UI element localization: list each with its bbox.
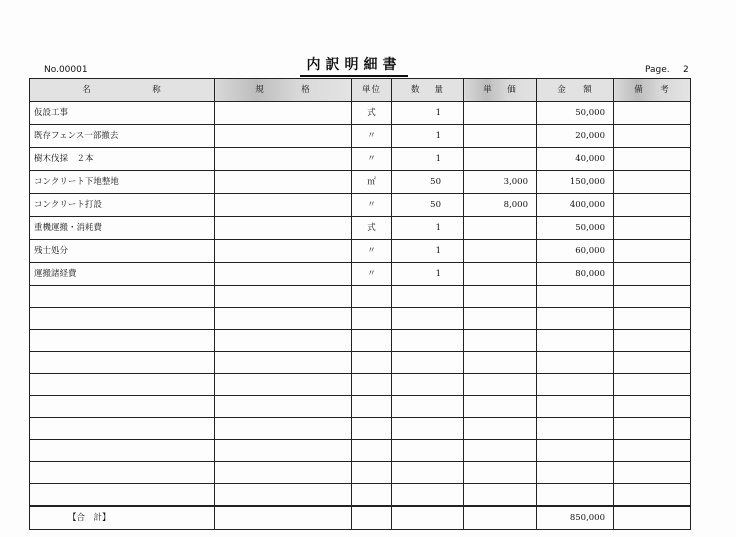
cell-qty: 1 xyxy=(392,125,464,148)
cell-spec xyxy=(215,125,352,148)
table-row xyxy=(30,194,691,217)
cell-note xyxy=(614,440,691,462)
cell-spec xyxy=(215,286,352,308)
cell-qty xyxy=(392,484,464,506)
cell-name: 樹木伐採 ２本 xyxy=(30,148,215,171)
cell-note xyxy=(614,240,691,263)
table-row xyxy=(30,330,691,352)
table-row xyxy=(30,308,691,330)
cell-amount: 20,000 xyxy=(537,125,614,148)
cell-note xyxy=(614,418,691,440)
cell-spec xyxy=(215,440,352,462)
total-row xyxy=(30,506,691,530)
cell-qty: 1 xyxy=(392,263,464,286)
cell-name xyxy=(30,418,215,440)
cell-price xyxy=(464,263,537,286)
cell-unit xyxy=(352,484,392,506)
cell-qty xyxy=(392,418,464,440)
cell-name: コンクリート打設 xyxy=(30,194,215,217)
cell-unit xyxy=(352,396,392,418)
cell-note xyxy=(614,374,691,396)
cell-price xyxy=(464,102,537,125)
cell-unit: 〃 xyxy=(352,263,392,286)
cell-qty xyxy=(392,352,464,374)
cell-amount: 50,000 xyxy=(537,102,614,125)
cell-qty xyxy=(392,308,464,330)
cell-amount: 50,000 xyxy=(537,217,614,240)
cell-note xyxy=(614,148,691,171)
col-header-name: 名 称 xyxy=(30,79,215,102)
cell-note xyxy=(614,286,691,308)
cell-note xyxy=(614,330,691,352)
page-number: 2 xyxy=(683,65,689,75)
cell-spec xyxy=(215,374,352,396)
page-label: Page. xyxy=(645,65,670,75)
cell-unit xyxy=(352,462,392,484)
cell-price: 3,000 xyxy=(464,171,537,194)
col-header-amount: 金 額 xyxy=(537,79,614,102)
cell-price xyxy=(464,148,537,171)
document-title: 内訳明細書 xyxy=(300,54,408,77)
cell-price xyxy=(464,374,537,396)
cell-amount xyxy=(537,484,614,506)
cell-unit: 〃 xyxy=(352,194,392,217)
cell-amount: 60,000 xyxy=(537,240,614,263)
cell-qty: 50 xyxy=(392,171,464,194)
cell-price xyxy=(464,418,537,440)
cell-spec xyxy=(215,484,352,506)
cell-unit: 〃 xyxy=(352,125,392,148)
cell-price xyxy=(464,462,537,484)
cell-spec xyxy=(215,171,352,194)
cell-spec xyxy=(215,308,352,330)
cell-spec xyxy=(215,194,352,217)
cell-unit: 式 xyxy=(352,217,392,240)
cell-amount xyxy=(537,308,614,330)
cell-spec xyxy=(215,462,352,484)
cell-unit: 〃 xyxy=(352,240,392,263)
cell-name: 重機運搬・消耗費 xyxy=(30,217,215,240)
total-label: 【合 計】 xyxy=(30,506,215,530)
cell-unit: ㎡ xyxy=(352,171,392,194)
cell-qty: 1 xyxy=(392,217,464,240)
cell-amount xyxy=(537,462,614,484)
cell-unit xyxy=(352,374,392,396)
cell-unit xyxy=(352,286,392,308)
table-row xyxy=(30,125,691,148)
table-row xyxy=(30,374,691,396)
cell-spec xyxy=(215,263,352,286)
cell-unit xyxy=(352,440,392,462)
cell-note xyxy=(614,171,691,194)
cell-amount xyxy=(537,418,614,440)
cell-note xyxy=(614,194,691,217)
cell-name xyxy=(30,440,215,462)
cell-unit xyxy=(352,308,392,330)
cell-spec xyxy=(215,396,352,418)
cell-unit xyxy=(352,352,392,374)
cell-price xyxy=(464,352,537,374)
cell-note xyxy=(614,102,691,125)
table-row xyxy=(30,462,691,484)
cell-spec xyxy=(215,240,352,263)
cell-qty: 1 xyxy=(392,102,464,125)
cell-qty xyxy=(392,462,464,484)
table-row xyxy=(30,217,691,240)
cell-unit xyxy=(352,330,392,352)
cell-name xyxy=(30,308,215,330)
cell-amount xyxy=(537,374,614,396)
cell-price: 8,000 xyxy=(464,194,537,217)
table-row xyxy=(30,440,691,462)
total-amount: 850,000 xyxy=(537,506,614,530)
table-row xyxy=(30,286,691,308)
cell-note xyxy=(614,352,691,374)
cell-spec xyxy=(215,330,352,352)
cell-spec xyxy=(215,148,352,171)
cell-note xyxy=(614,217,691,240)
cell-qty xyxy=(392,396,464,418)
cell-qty xyxy=(392,374,464,396)
table-row xyxy=(30,148,691,171)
cell-price xyxy=(464,217,537,240)
cell-note xyxy=(614,484,691,506)
cell-spec xyxy=(215,102,352,125)
table-row xyxy=(30,484,691,506)
cell-name xyxy=(30,330,215,352)
cell-note xyxy=(614,263,691,286)
table-row xyxy=(30,102,691,125)
col-header-price: 単 価 xyxy=(464,79,537,102)
cell-name xyxy=(30,484,215,506)
cell-price xyxy=(464,240,537,263)
cell-price xyxy=(464,286,537,308)
cell-spec xyxy=(215,418,352,440)
cell-amount xyxy=(537,286,614,308)
cell-qty xyxy=(392,330,464,352)
cell-note xyxy=(614,308,691,330)
table-row xyxy=(30,352,691,374)
cell-spec xyxy=(215,352,352,374)
cell-name: 仮設工事 xyxy=(30,102,215,125)
cell-amount xyxy=(537,396,614,418)
col-header-spec: 規 格 xyxy=(215,79,352,102)
cell-amount: 40,000 xyxy=(537,148,614,171)
col-header-note: 備 考 xyxy=(614,79,691,102)
cell-amount: 80,000 xyxy=(537,263,614,286)
table-row xyxy=(30,240,691,263)
breakdown-table xyxy=(29,78,691,530)
document-number: No.00001 xyxy=(44,65,88,75)
cell-unit: 〃 xyxy=(352,148,392,171)
table-row xyxy=(30,171,691,194)
cell-amount: 150,000 xyxy=(537,171,614,194)
cell-unit: 式 xyxy=(352,102,392,125)
cell-name xyxy=(30,396,215,418)
cell-unit xyxy=(352,418,392,440)
cell-price xyxy=(464,125,537,148)
cell-qty: 1 xyxy=(392,148,464,171)
cell-spec xyxy=(215,217,352,240)
cell-amount xyxy=(537,440,614,462)
table-row xyxy=(30,418,691,440)
cell-name xyxy=(30,462,215,484)
cell-note xyxy=(614,125,691,148)
cell-amount xyxy=(537,330,614,352)
cell-price xyxy=(464,440,537,462)
table-row xyxy=(30,263,691,286)
table-row xyxy=(30,396,691,418)
cell-name xyxy=(30,374,215,396)
col-header-qty: 数 量 xyxy=(392,79,464,102)
cell-qty: 1 xyxy=(392,240,464,263)
cell-name: 残士処分 xyxy=(30,240,215,263)
cell-price xyxy=(464,396,537,418)
col-header-unit: 単位 xyxy=(352,79,392,102)
cell-name: コンクリート下地整地 xyxy=(30,171,215,194)
cell-amount xyxy=(537,352,614,374)
cell-qty: 50 xyxy=(392,194,464,217)
cell-name: 既存フェンス一部撤去 xyxy=(30,125,215,148)
cell-price xyxy=(464,308,537,330)
cell-name: 運搬諸経費 xyxy=(30,263,215,286)
cell-name xyxy=(30,286,215,308)
cell-name xyxy=(30,352,215,374)
cell-price xyxy=(464,484,537,506)
cell-qty xyxy=(392,286,464,308)
cell-note xyxy=(614,462,691,484)
cell-note xyxy=(614,396,691,418)
header-row xyxy=(30,79,691,102)
cell-price xyxy=(464,330,537,352)
cell-amount: 400,000 xyxy=(537,194,614,217)
cell-qty xyxy=(392,440,464,462)
